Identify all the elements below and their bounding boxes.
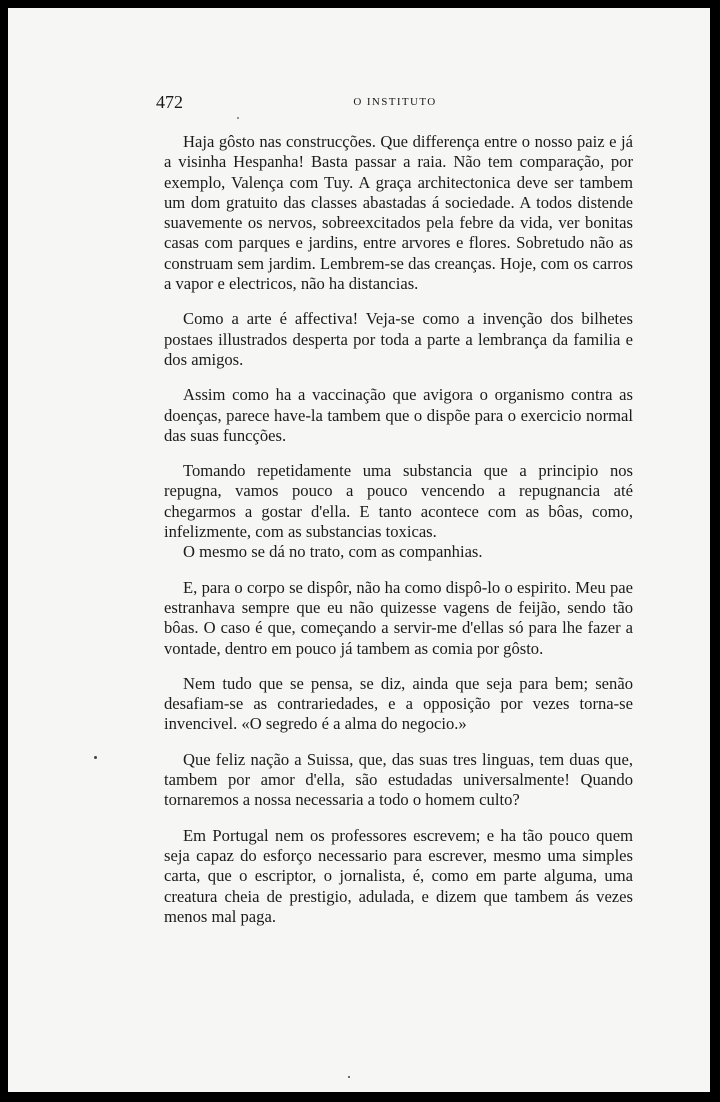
paragraph-secret: Nem tudo que se pensa, se diz, ainda que seja para bem; senão desafiam-se as contrariedades, e a opposição por vezes torna-se invencivel. «O segredo é a alma do negocio.»: [164, 673, 633, 734]
body-text: [164, 132, 633, 942]
running-title: O INSTITUTO: [353, 96, 437, 108]
page-number: 472: [156, 92, 183, 112]
paragraph-repugnance: Tomando repetidamente uma substancia que a principio nos repugna, vamos pouco a pouco vencendo a repugnancia até chegarmos a gostar d'ella. E tanto acontece com as bôas, como, infelizmente, com as substancias toxicas.: [164, 461, 633, 542]
page-header: [156, 92, 634, 114]
paragraph-switzerland: Que feliz nação a Suissa, que, das suas tres linguas, tem duas que, tambem por amor d'ella, são estudadas universalmente! Quando tornaremos a nossa necessaria a todo o homem culto?: [164, 749, 633, 810]
paragraph-companies: O mesmo se dá no trato, com as companhias.: [183, 542, 483, 562]
paper-speck: [94, 756, 97, 759]
paragraph-postcards: Como a arte é affectiva! Veja-se como a invenção dos bilhetes postaes illustrados desperta por toda a parte a lembrança da familia e dos amigos.: [164, 309, 633, 369]
paragraph-vaccination: Assim como ha a vaccinação que avigora o organismo contra as doenças, parece have-la tambem que o dispõe para o exercicio normal das suas funcções.: [164, 385, 633, 445]
paper-speck: [348, 1076, 350, 1078]
paragraph-spirit: E, para o corpo se dispôr, não ha como dispô-lo o espirito. Meu pae estranhava sempre que eu não quizesse vagens de feijão, sendo tão bôas. O caso é que, começando a servir-me d'ellas só para lhe fazer a vontade, dentro em pouco já tambem as comia por gôsto.: [164, 577, 633, 658]
paragraph-portugal: Em Portugal nem os professores escrevem; e ha tão pouco quem seja capaz do esforço necessario para escrever, mesmo uma simples carta, que o escriptor, o jornalista, é, como em parte alguma, uma creatura cheia de prestigio, adulada, e dizem que tambem ás vezes menos mal paga.: [164, 825, 633, 926]
book-page: [8, 8, 710, 1092]
paper-speck: [237, 117, 239, 119]
paragraph-architecture: Haja gôsto nas construcções. Que differença entre o nosso paiz e já a visinha Hespanha! Basta passar a raia. Não tem comparação, por exemplo, Valença com Tuy. A graça architectonica deve ser tambem um dom gratuito das classes abastadas á sociedade. A todos distende suavemente os nervos, sobreexcitados pela febre da vida, ver bonitas casas com parques e jardins, entre arvores e flores. Sobretudo não as construam sem jardim. Lembrem-se das creanças. Hoje, com os carros a vapor e electricos, não ha distancias.: [164, 132, 633, 294]
